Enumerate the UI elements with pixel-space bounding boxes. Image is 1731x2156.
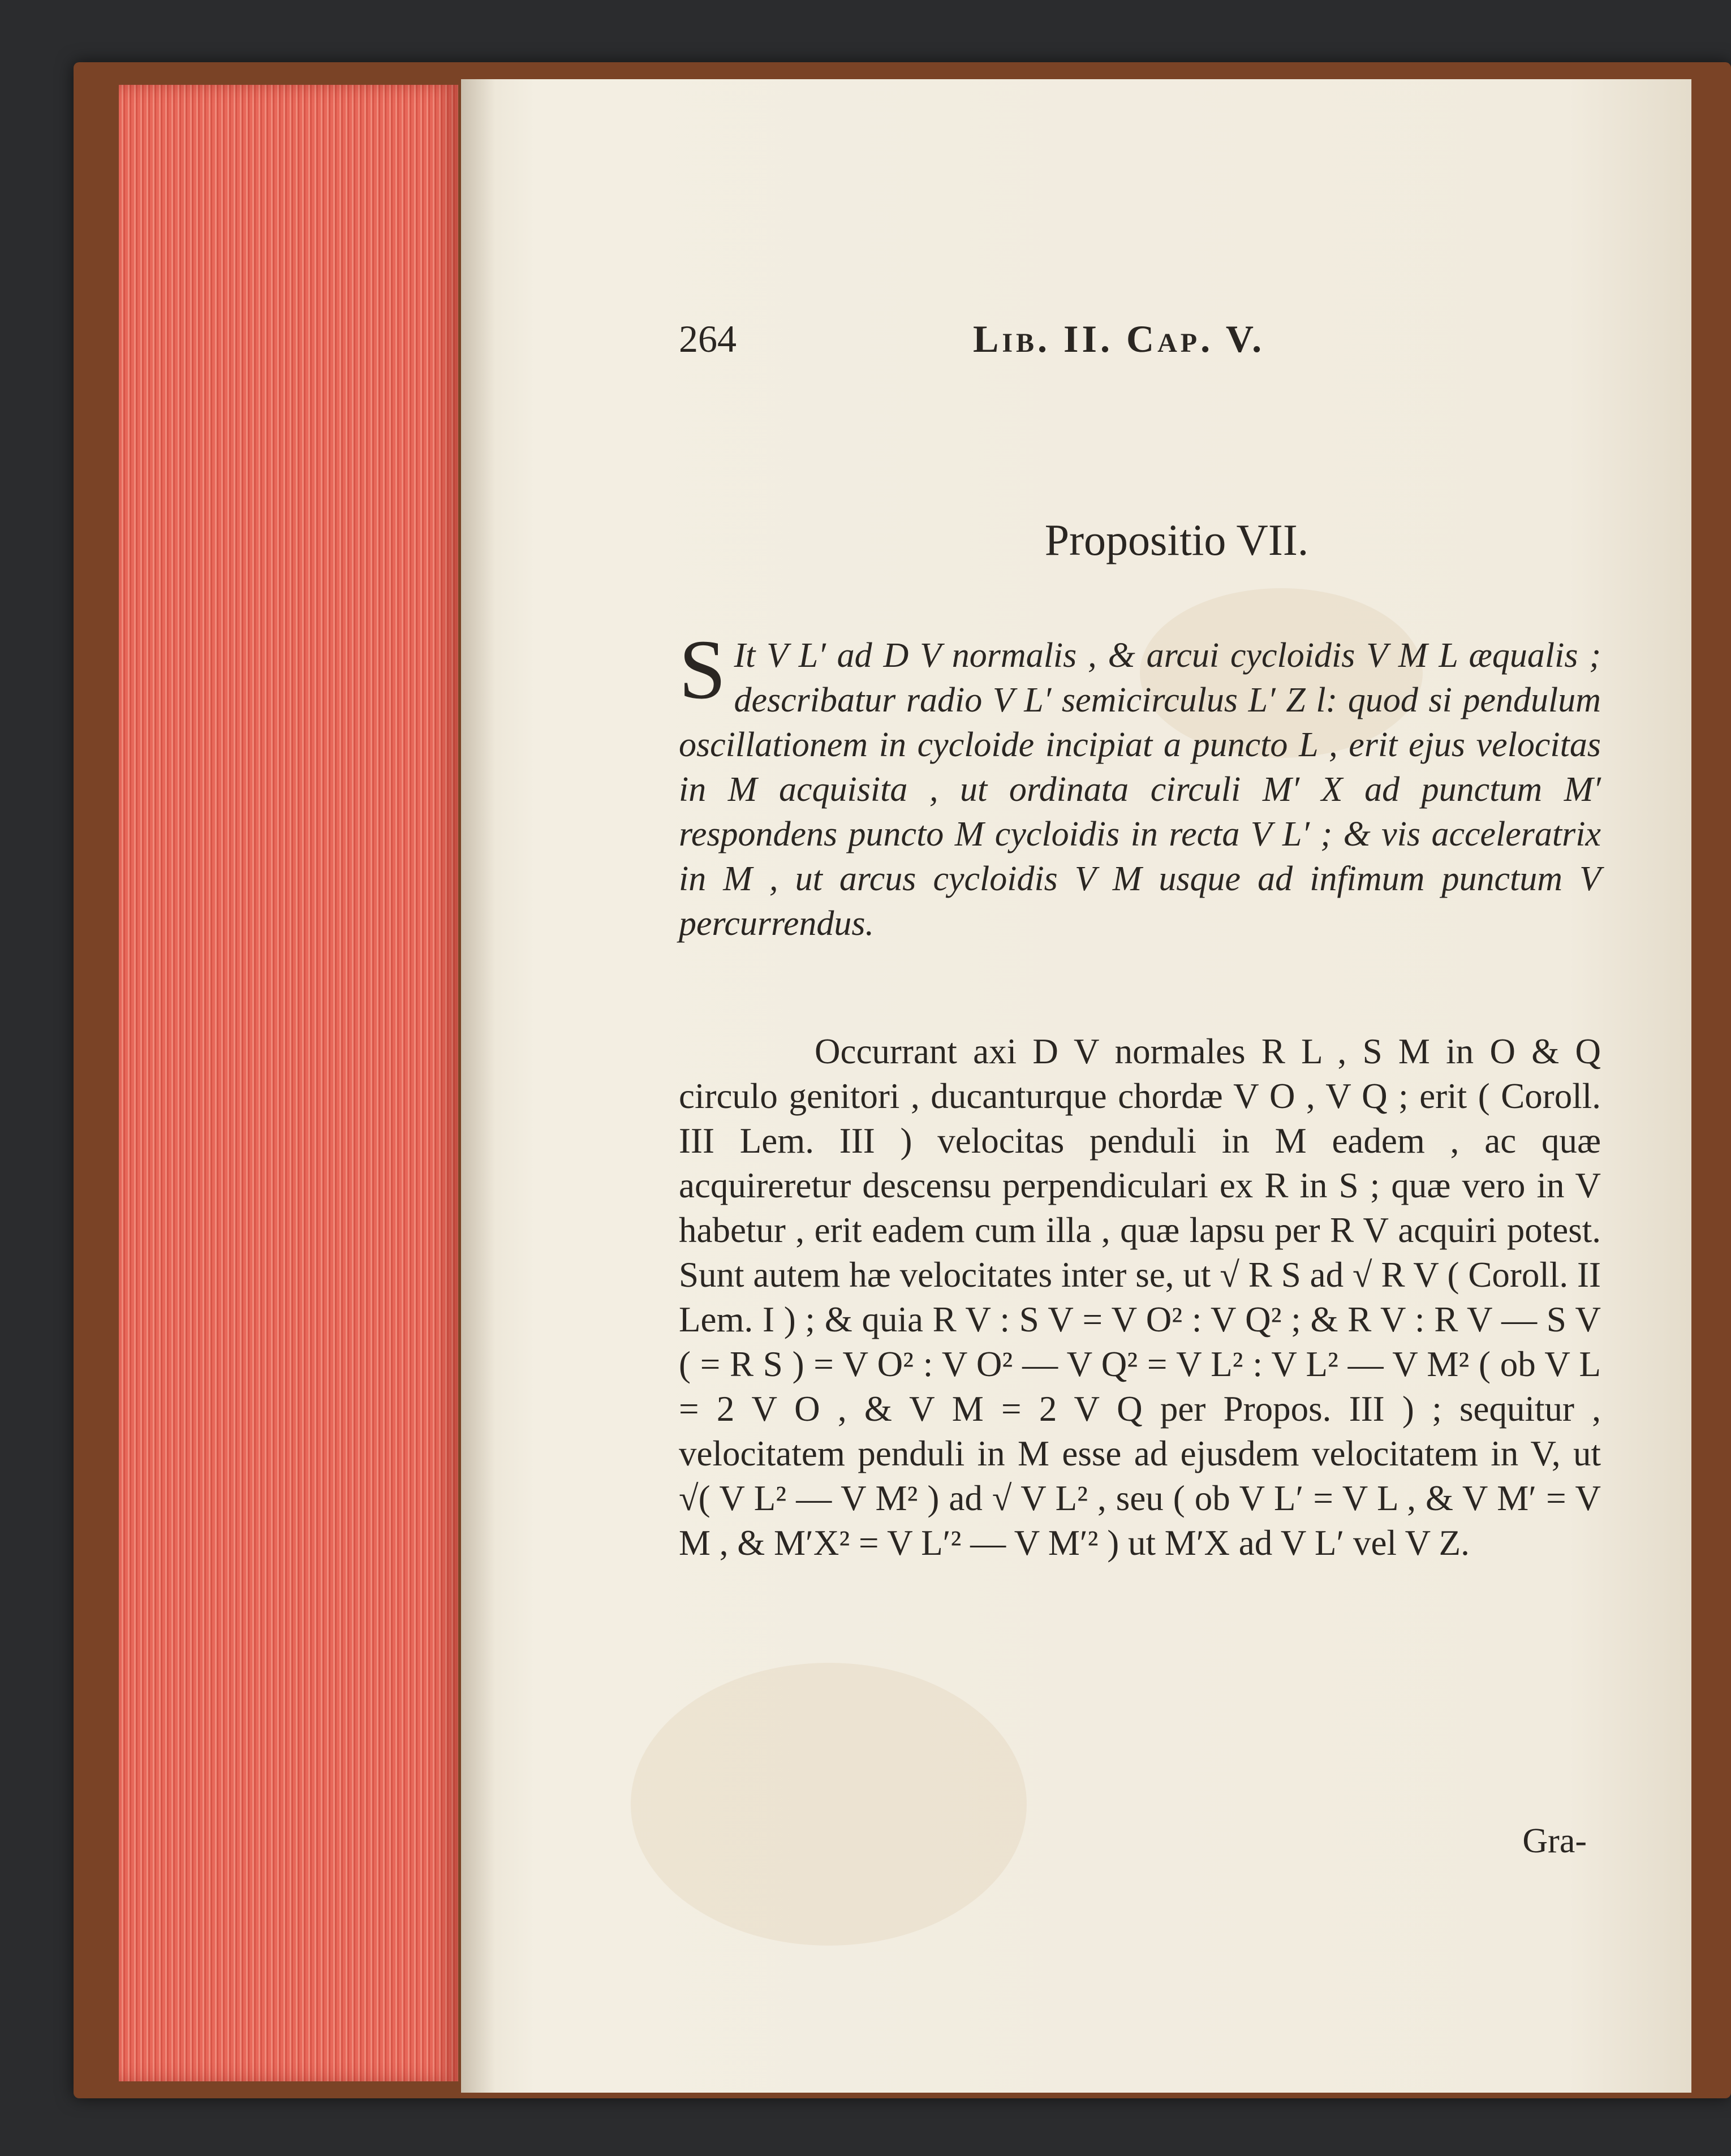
chapter-heading: Lib. II. Cap. V. <box>973 317 1265 360</box>
book-page <box>461 79 1691 2093</box>
proposition-title: Propositio VII. <box>1044 515 1309 564</box>
page-number: 264 <box>679 317 737 360</box>
enunciation-paragraph <box>679 623 1601 946</box>
enunciation-text: It V L′ ad D V normalis , & arcui cycloidis V M L æqualis ; describatur radio V L′ semicirculus L′ Z l: quod si pendulum oscillationem in cycloide incipiat a puncto L , erit ejus velocitas in M acquisita , ut ordinata circuli M′ X ad punctum M′ respondens puncto M cycloidis in recta V L′ ; & vis acceleratrix in M , ut arcus cycloidis V M usque ad infimum punctum V percurrendus. <box>679 636 1601 943</box>
running-head <box>679 317 1674 379</box>
page-edges <box>119 85 458 2081</box>
demonstration-text: Occurrant axi D V normales R L , S M in O & Q circulo genitori , ducanturque chordæ V O , V Q ; erit ( Coroll. III Lem. III ) velocitas penduli in M eadem , ac quæ acquireretur descensu perpendiculari ex R in S ; quæ vero in V habetur , erit eadem cum illa , quæ lapsu per R V acquiri potest. Sunt autem hæ velocitates inter se, ut √ R S ad √ R V ( Coroll. II Lem. I ) ; & quia R V : S V = V O² : V Q² ; & R V : R V — S V ( = R S ) = V O² : V O² — V Q² = V L² : V L² — V M² ( ob V L = 2 V O , & V M = 2 V Q per Propos. III ) ; sequitur , velocitatem penduli in M esse ad ejusdem velocitatem in V, ut √( V L² — V M² ) ad √ V L² , seu ( ob V L′ = V L , & V M′ = V M , & M′X² = V L′² — V M′² ) ut M′X ad V L′ vel V Z. <box>679 1032 1601 1563</box>
catchword: Gra- <box>1522 1822 1587 1860</box>
drop-cap: S <box>679 623 726 717</box>
spine-shadow <box>461 79 495 2093</box>
demonstration-paragraph <box>679 1029 1601 1566</box>
paper-stain <box>631 1663 1027 1946</box>
